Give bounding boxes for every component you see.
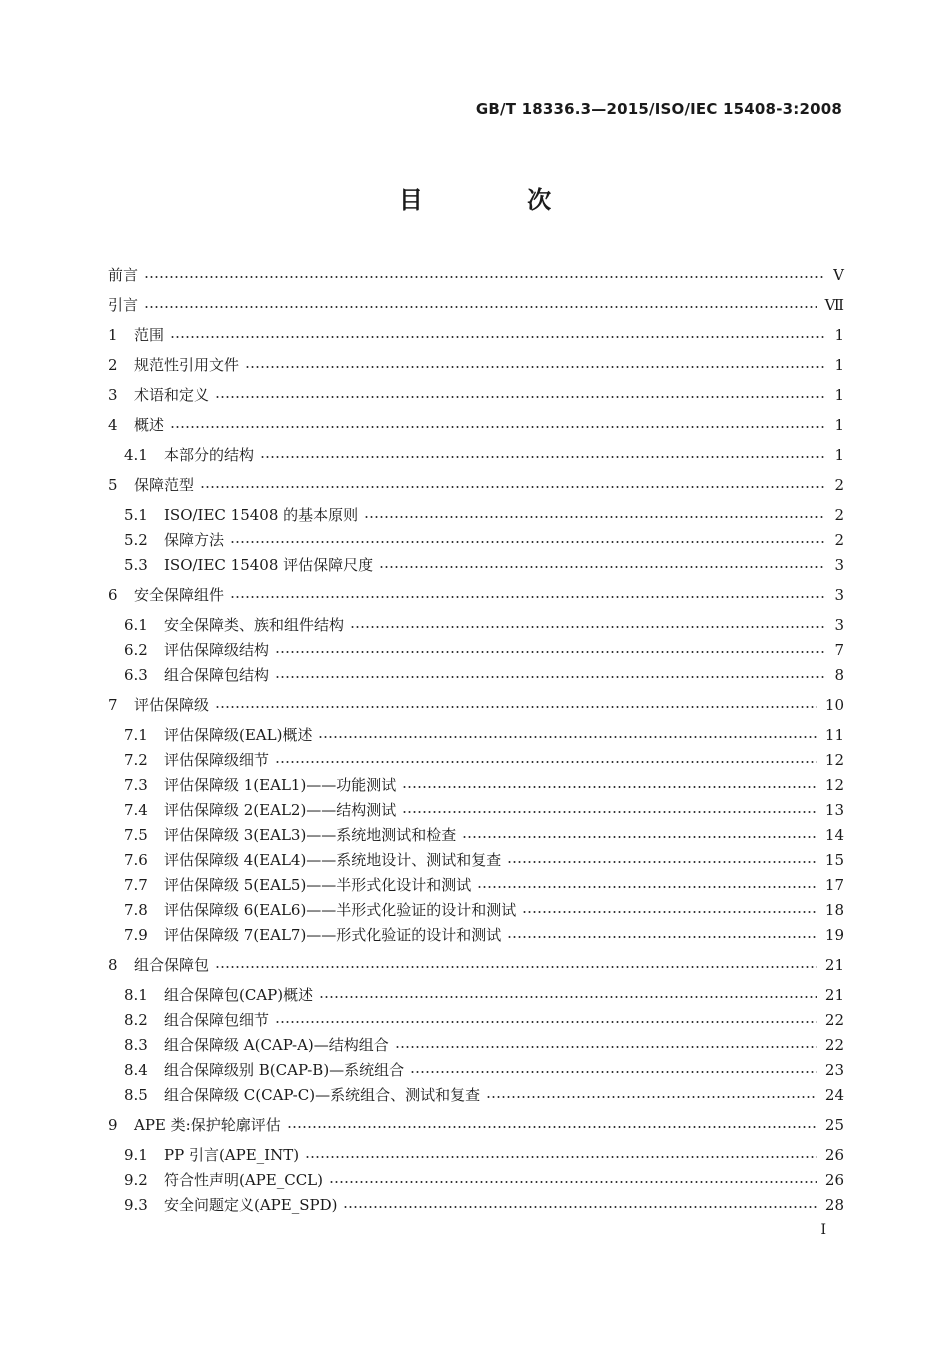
toc-entry-label: ISO/IEC 15408 评估保障尺度: [164, 556, 374, 574]
dot-leader: [144, 275, 824, 279]
toc-subsection-entry[interactable]: [124, 1194, 844, 1216]
toc-entry-page: 28: [824, 1196, 844, 1214]
page-title: 目 次: [398, 185, 600, 214]
toc-subsection-entry[interactable]: [124, 529, 844, 551]
toc-entry-number: 8.3: [124, 1036, 148, 1054]
toc-entry-number: 8: [108, 956, 118, 974]
dot-leader: [260, 455, 824, 459]
toc-subsection-entry[interactable]: [124, 824, 844, 846]
dot-leader: [215, 705, 817, 709]
toc-entry-number: 7.5: [124, 826, 148, 844]
toc-entry-number: 8.1: [124, 986, 148, 1004]
toc-entry-label: 概述: [134, 416, 165, 434]
dot-leader: [329, 1180, 817, 1184]
toc-subsection-entry[interactable]: [124, 639, 844, 661]
toc-subsection-entry[interactable]: [124, 1144, 844, 1166]
dot-leader: [170, 335, 824, 339]
toc-entry-page: 3: [834, 616, 844, 634]
toc-subsection-entry[interactable]: [124, 984, 844, 1006]
toc-entry-number: 3: [108, 386, 118, 404]
toc-entry-label: 组合保障包细节: [164, 1011, 270, 1029]
toc-entry-page: 7: [834, 641, 844, 659]
toc-entry-label: 组合保障级 C(CAP-C)—系统组合、测试和复查: [164, 1086, 481, 1104]
toc-entry-label: 本部分的结构: [164, 446, 255, 464]
dot-leader: [230, 595, 824, 599]
dot-leader: [287, 1125, 817, 1129]
dot-leader: [522, 910, 817, 914]
dot-leader: [245, 365, 824, 369]
toc-entry-page: 19: [824, 926, 844, 944]
dot-leader: [507, 860, 817, 864]
toc-entry-number: 6.1: [124, 616, 148, 634]
toc-subsection-entry[interactable]: [124, 444, 844, 466]
toc-subsection-entry[interactable]: [124, 774, 844, 796]
toc-subsection-entry[interactable]: [124, 724, 844, 746]
toc-subsection-entry[interactable]: [124, 849, 844, 871]
toc-entry-number: 7: [108, 696, 118, 714]
toc-subsection-entry[interactable]: [124, 799, 844, 821]
toc-entry-number: 6.2: [124, 641, 148, 659]
dot-leader: [364, 515, 824, 519]
toc-entry-number: 5: [108, 476, 118, 494]
toc-entry-label: 术语和定义: [134, 386, 210, 404]
toc-entry-label: 评估保障级 7(EAL7)——形式化验证的设计和测试: [164, 926, 502, 944]
dot-leader: [275, 675, 824, 679]
dot-leader: [170, 425, 824, 429]
toc-section-entry[interactable]: [108, 384, 844, 406]
toc-entry-label: 规范性引用文件: [134, 356, 240, 374]
dot-leader: [275, 760, 817, 764]
toc-entry-number: 9.1: [124, 1146, 148, 1164]
toc-entry-page: 17: [824, 876, 844, 894]
toc-entry-page: 14: [824, 826, 844, 844]
toc-entry-page: Ⅴ: [833, 266, 844, 284]
toc-entry-label: 组合保障包结构: [164, 666, 270, 684]
toc-entry-label: 范围: [134, 326, 165, 344]
toc-entry-number: 4: [108, 416, 118, 434]
toc-entry-page: 26: [824, 1146, 844, 1164]
toc-entry-page: 24: [824, 1086, 844, 1104]
toc-entry-number: 9.2: [124, 1171, 148, 1189]
toc-entry-label: 评估保障级: [134, 696, 210, 714]
toc-entry-label: 评估保障级 2(EAL2)——结构测试: [164, 801, 397, 819]
toc-entry-page: 12: [824, 776, 844, 794]
dot-leader: [275, 650, 824, 654]
toc-entry-label: 安全保障类、族和组件结构: [164, 616, 345, 634]
toc-entry-number: 8.5: [124, 1086, 148, 1104]
dot-leader: [350, 625, 824, 629]
toc-entry-page: 26: [824, 1171, 844, 1189]
toc-entry-label: 安全保障组件: [134, 586, 225, 604]
dot-leader: [395, 1045, 817, 1049]
toc-section-entry[interactable]: [108, 474, 844, 496]
toc-section-entry[interactable]: [108, 1114, 844, 1136]
toc-entry-page: 25: [824, 1116, 844, 1134]
toc-entry-label: 保障方法: [164, 531, 225, 549]
toc-entry-label: 评估保障级结构: [164, 641, 270, 659]
toc-entry-number: 9.3: [124, 1196, 148, 1214]
dot-leader: [343, 1205, 816, 1209]
toc-entry-number: 6.3: [124, 666, 148, 684]
toc-entry-label: 评估保障级 4(EAL4)——系统地设计、测试和复查: [164, 851, 502, 869]
toc-section-entry[interactable]: [108, 324, 844, 346]
toc-subsection-entry[interactable]: [124, 1034, 844, 1056]
dot-leader: [379, 565, 824, 569]
toc-section-entry[interactable]: [108, 294, 844, 316]
toc-entry-number: 5.3: [124, 556, 148, 574]
page-number: I: [820, 1222, 826, 1238]
toc-subsection-entry[interactable]: [124, 899, 844, 921]
toc-entry-label: 评估保障级细节: [164, 751, 270, 769]
toc-entry-number: 8.4: [124, 1061, 148, 1079]
toc-entry-label: 组合保障包(CAP)概述: [164, 986, 314, 1004]
toc-subsection-entry[interactable]: [124, 1169, 844, 1191]
toc-entry-label: 安全问题定义(APE_SPD): [164, 1196, 338, 1214]
dot-leader: [318, 735, 816, 739]
toc-subsection-entry[interactable]: [124, 749, 844, 771]
toc-subsection-entry[interactable]: [124, 874, 844, 896]
toc-entry-label: 评估保障级 5(EAL5)——半形式化设计和测试: [164, 876, 472, 894]
toc-section-entry[interactable]: [108, 414, 844, 436]
toc-entry-page: 2: [834, 506, 844, 524]
dot-leader: [486, 1095, 817, 1099]
toc-entry-label: 评估保障级 6(EAL6)——半形式化验证的设计和测试: [164, 901, 517, 919]
toc-entry-label: 符合性声明(APE_CCL): [164, 1171, 323, 1189]
dot-leader: [144, 305, 817, 309]
toc-entry-label: 评估保障级 1(EAL1)——功能测试: [164, 776, 397, 794]
toc-entry-page: 1: [834, 326, 844, 344]
toc-section-entry[interactable]: [108, 264, 844, 286]
toc-section-entry[interactable]: [108, 354, 844, 376]
toc-entry-number: 7.2: [124, 751, 148, 769]
toc-entry-number: 7.3: [124, 776, 148, 794]
toc-entry-page: 10: [824, 696, 844, 714]
toc-entry-page: 1: [834, 356, 844, 374]
toc-subsection-entry[interactable]: [124, 1084, 844, 1106]
dot-leader: [477, 885, 817, 889]
dot-leader: [402, 810, 817, 814]
toc-entry-page: 1: [834, 446, 844, 464]
dot-leader: [305, 1155, 817, 1159]
toc-entry-number: 6: [108, 586, 118, 604]
toc-entry-label: APE 类:保护轮廓评估: [134, 1116, 281, 1134]
toc-subsection-entry[interactable]: [124, 614, 844, 636]
toc-entry-page: 1: [834, 386, 844, 404]
toc-entry-page: 2: [834, 531, 844, 549]
toc-entry-number: 9: [108, 1116, 118, 1134]
toc-entry-label: 保障范型: [134, 476, 195, 494]
toc-entry-number: 7.6: [124, 851, 148, 869]
dot-leader: [215, 395, 824, 399]
toc-entry-page: 12: [824, 751, 844, 769]
toc-entry-label: 组合保障级 A(CAP-A)—结构组合: [164, 1036, 389, 1054]
toc-entry-number: 4.1: [124, 446, 148, 464]
toc-entry-page: 22: [824, 1036, 844, 1054]
toc-entry-page: Ⅶ: [824, 296, 844, 314]
dot-leader: [230, 540, 824, 544]
toc-entry-label: ISO/IEC 15408 的基本原则: [164, 506, 359, 524]
toc-entry-page: 11: [824, 726, 844, 744]
toc-entry-page: 3: [834, 556, 844, 574]
toc-entry-number: 2: [108, 356, 118, 374]
toc-entry-number: 7.8: [124, 901, 148, 919]
toc-subsection-entry[interactable]: [124, 554, 844, 576]
toc-entry-label: PP 引言(APE_INT): [164, 1146, 300, 1164]
dot-leader: [200, 485, 824, 489]
toc-entry-number: 1: [108, 326, 118, 344]
dot-leader: [507, 935, 817, 939]
toc-entry-page: 22: [824, 1011, 844, 1029]
toc-subsection-entry[interactable]: [124, 1059, 844, 1081]
dot-leader: [319, 995, 817, 999]
toc-entry-page: 21: [824, 956, 844, 974]
toc-subsection-entry[interactable]: [124, 924, 844, 946]
toc-entry-label: 引言: [108, 296, 139, 314]
dot-leader: [402, 785, 817, 789]
toc-entry-page: 18: [824, 901, 844, 919]
toc-entry-page: 13: [824, 801, 844, 819]
toc-entry-number: 5.1: [124, 506, 148, 524]
toc-entry-number: 7.7: [124, 876, 148, 894]
toc-entry-page: 23: [824, 1061, 844, 1079]
toc-entry-page: 3: [834, 586, 844, 604]
toc-entry-label: 评估保障级(EAL)概述: [164, 726, 313, 744]
toc-section-entry[interactable]: [108, 584, 844, 606]
toc-entry-number: 7.4: [124, 801, 148, 819]
toc-entry-number: 8.2: [124, 1011, 148, 1029]
toc-subsection-entry[interactable]: [124, 664, 844, 686]
toc-entry-page: 21: [824, 986, 844, 1004]
dot-leader: [462, 835, 817, 839]
toc-entry-number: 7.1: [124, 726, 148, 744]
toc-subsection-entry[interactable]: [124, 1009, 844, 1031]
toc-entry-page: 8: [834, 666, 844, 684]
toc-section-entry[interactable]: [108, 694, 844, 716]
toc-entry-number: 7.9: [124, 926, 148, 944]
toc-subsection-entry[interactable]: [124, 504, 844, 526]
standard-code: GB/T 18336.3—2015/ISO/IEC 15408-3:2008: [475, 100, 842, 118]
toc-entry-number: 5.2: [124, 531, 148, 549]
toc-entry-page: 1: [834, 416, 844, 434]
toc-section-entry[interactable]: [108, 954, 844, 976]
toc-entry-label: 前言: [108, 266, 139, 284]
toc-entry-label: 组合保障级别 B(CAP-B)—系统组合: [164, 1061, 405, 1079]
toc-entry-page: 15: [824, 851, 844, 869]
dot-leader: [410, 1070, 817, 1074]
toc-entry-label: 评估保障级 3(EAL3)——系统地测试和检查: [164, 826, 457, 844]
dot-leader: [275, 1020, 817, 1024]
toc-entry-label: 组合保障包: [134, 956, 210, 974]
dot-leader: [215, 965, 817, 969]
toc-entry-page: 2: [834, 476, 844, 494]
